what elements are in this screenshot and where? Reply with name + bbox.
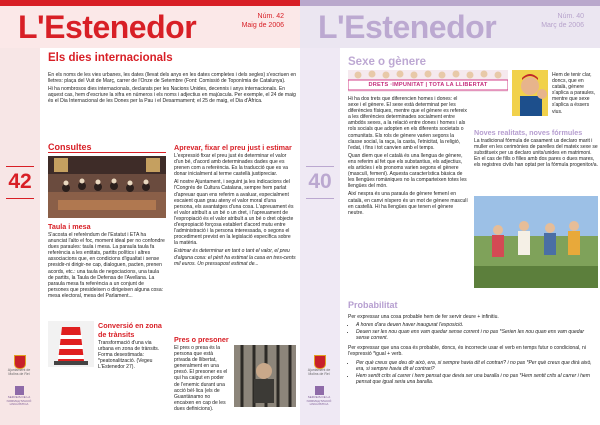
number-rule-top	[306, 166, 334, 167]
taula-heading: Taula i mesa	[48, 222, 91, 231]
crest-shield-icon	[314, 355, 326, 369]
sexe-text	[348, 96, 468, 218]
issue-info	[541, 12, 584, 30]
publication-logo: L'Estenedor	[18, 9, 197, 45]
probabilitat-example: • A hores d'ara deuen haver inaugurat l'exposició.	[356, 322, 598, 328]
probabilitat-example: • Per què creus que deu dir això, era, si sempre havia dit el contrari? i no pas *Per què creus que dirà això, era, si sempre havia dit el contrari?	[356, 360, 598, 372]
issue-number: Núm. 40	[557, 13, 584, 20]
issue-number: Núm. 42	[257, 13, 284, 20]
town-crest	[8, 355, 30, 375]
issue-40-page	[300, 0, 600, 425]
protest-banner-photo	[348, 70, 508, 92]
article-headline: Sexe o gènere	[348, 56, 426, 68]
intro-text	[48, 72, 298, 106]
pres-heading: Pres o presoner	[174, 335, 229, 344]
taula-text: S'acosta el referèndum de l'Estatut i ETA ha anunciat l'alto el foc, moment ideal per no confondre dues paraules: taula i mesa. La paraula taula fa referència a les entitats, partits polítics i altres associacions que, en condicions d'igualtat i sense presidir-ni dirigir-ne cap, dialoguen, pacten, prenen acords, etc.: una taula de negociacions, una taula de partits, la Taula de Defensa de l'Avellana. La paraula mesa fa referència a un conjunt de persones que presideixen o dirigeixen alguna cosa: mesa electoral, mesa del Parlament...	[48, 232, 165, 299]
crest-caption: Ajuntament de Molins de Rei	[307, 368, 331, 376]
aprevar-text	[174, 153, 296, 269]
masthead	[300, 0, 600, 48]
conversio-text: Transformació d'una via urbana en zona de trànsits. Forma desestimada: *peatonalització. (Vegeu L'Estenedor 27).	[98, 340, 160, 371]
normalization-square-icon	[15, 386, 24, 395]
number-rule-bottom	[306, 198, 334, 199]
aprevar-heading: Aprevar, fixar el preu just i estimar	[174, 143, 292, 152]
town-crest	[308, 355, 330, 375]
normalization-caption: SERVEIS DE LA NORMALITZACIÓ LINGÜÍSTICA	[6, 395, 32, 406]
prisoner-photo	[234, 345, 296, 407]
number-rule-top	[6, 166, 34, 167]
sidebar	[0, 48, 40, 425]
sidebar	[300, 48, 340, 425]
aprevar-paragraph: Al nostre Ajuntament, i seguint ja les indicacions del l'Congrés de Cultura Catalana, sempre hem parlat d'apreuar quan ens referim a avaluar, especialment escaient quan grau ateny el valor moral d'una persona, els avantatges d'una cosa. L'apreuament és el valor atribuït a un bé o un dret, i l'apreuament de l'expropiació és el valor atribuït a un bé o dret objecte d'expropiació forçosa establert d'acord mutu entre l'administració i la persona interessada, o segons el procediment previst en la legislació específica sobre la matèria.	[174, 179, 294, 247]
issue-date: Maig de 2006	[241, 22, 284, 29]
main-column	[340, 48, 600, 425]
aprevar-paragraph: L'expressió fixar el preu just és determinar el valor d'un bé, d'acord amb determinades dades que es prenen com a referència. Es la traducció que es va donar inicialment al terme castellà justipreciar.	[174, 153, 288, 178]
aprevar-paragraph: Estimar és determinar en tant o tant el valor, el preu d'alguna cosa: el pèrit ha estimat la casa en tres-cents mil euros. Un pressupost estimat de...	[174, 248, 296, 267]
probabilitat-text	[348, 314, 598, 386]
article-headline: Els dies internacionals	[48, 52, 173, 64]
noves-heading: Noves realitats, noves fórmules	[474, 128, 583, 137]
sexe-paragraph: Així nespra és una paraula de gènere femení en català, en canvi níspero és un mot de gènere masculí en castellà. Hi ha llengües que tenen el gènere neutre.	[348, 191, 468, 216]
intro-paragraph: Hi ha nombrosos dies internacionals, declarats per les Nacions Unides, decennis i anys internacionals. En aquest cas, hem d'escriure la xifra en números i els noms i adjectius en majúscula. Per exemple, el 24 de maig és el Dia Internacional de les Dones per la Pau i el Desarmament; el 25 de maig, el Dia d'Àfrica.	[48, 86, 296, 105]
pres-text: El pres o presa és la persona que està privada de llibertat, generalment en una presó. El presoner es el qui ha caigut en poder de l'enemic durant una acció bèl·lica (els de Guantànamo no encaixen en cap de les dues definicions).	[174, 345, 228, 412]
sexe-paragraph: Hi ha dos trets que diferencien homes i dones: el sexe i el gènere. El sexe està determinat per les diferències físiques, mentre que el gènere es refereix a les diferències determinades socialment entre ambdós sexes, a la relació entre dones i homes i als rols socials que adopten en els diferents societats o comunitats. Els rols de gènere varien segons la classe social, la raça, la casta, l'etnicitat, la religió, l'edat, i fins i tot canvien amb el temps.	[348, 96, 467, 151]
masthead	[0, 0, 300, 48]
noves-text: La tradicional fórmula de casament us declaro marit i muller en les cerimònies de parelles del mateix sexe se substitueix per us declaro units/unides en matrimoni. En el cas de fills o filles amb dos pares o dues mares, els registres civils han optat per la fórmula progenitor/a.	[474, 138, 598, 169]
probabilitat-example: • Hem sentit crits al carrer i hem pensat que devia ser una baralla i no pas *Hem sentit crits al carrer i hem pensat que igual seria una baralla.	[356, 373, 598, 385]
main-column	[40, 48, 300, 425]
probabilitat-heading: Probabilitat	[348, 300, 398, 310]
top-accent-bar	[300, 0, 600, 6]
normalization-square-icon	[315, 386, 324, 395]
issue-date: Març de 2006	[541, 22, 584, 29]
protest-banner-text: DRETS ·IMPUNITAT | TOTA LA LLIBERTAT	[368, 82, 488, 88]
probabilitat-example: • Deuen ser les nou quan ens vam quedar sense corrent i no pas *Serien les nou quan ens vam quedar sense corrent.	[356, 329, 598, 341]
top-accent-bar	[0, 0, 300, 6]
sexe-paragraph: Quan diem que el català és una llengua de gènere, ens referim al fet que els substantius, els adjectius, els articles i els pronoms varien segons el gènere (masculí, femení). Aquesta característica bàsica de les llengües romàniques no la comparteixen totes les llengües del món.	[348, 152, 467, 190]
we-can-do-it-poster	[512, 70, 548, 116]
crest-caption: Ajuntament de Molins de Rei	[7, 368, 31, 376]
big-issue-number: 42	[8, 170, 32, 193]
issue-info	[242, 12, 284, 30]
probabilitat-paragraph: Per expressar que una cosa és probable, doncs, és incorrecte usar el verb en temps futur o condicional, ni l'expressió *igual + verb.	[348, 345, 586, 358]
number-rule-bottom	[6, 198, 34, 199]
conversio-heading: Conversió en zona de trànsits	[98, 321, 162, 339]
intro-paragraph: En els noms de les vies urbanes, les dates (llevat dels anys en les dates completes i dels segles) s'escriuen en lletres: plaça del Vuit de Març, carrer de l'Onze de Setembre (Font: Comissió de Toponímia de Catalunya).	[48, 72, 297, 85]
children-field-photo	[474, 196, 598, 288]
big-issue-number: 40	[308, 170, 332, 193]
parliament-photo	[48, 156, 166, 218]
publication-logo: L'Estenedor	[318, 9, 497, 45]
consultes-heading: Consultes	[48, 143, 166, 153]
normalization-caption: SERVEIS DE LA NORMALITZACIÓ LINGÜÍSTICA	[306, 395, 332, 406]
sidenote-text: Hem de tenir clar, doncs, que en català, gènere s'aplica a paraules, mentre que sexe s'aplica a éssers vius.	[552, 72, 596, 115]
normalization-logo	[308, 386, 330, 404]
crest-shield-icon	[14, 355, 26, 369]
probabilitat-paragraph: Per expressar una cosa probable hem de fer servir deure + infinitiu.	[348, 314, 499, 320]
traffic-barrier-photo	[48, 321, 94, 367]
normalization-logo	[8, 386, 30, 404]
